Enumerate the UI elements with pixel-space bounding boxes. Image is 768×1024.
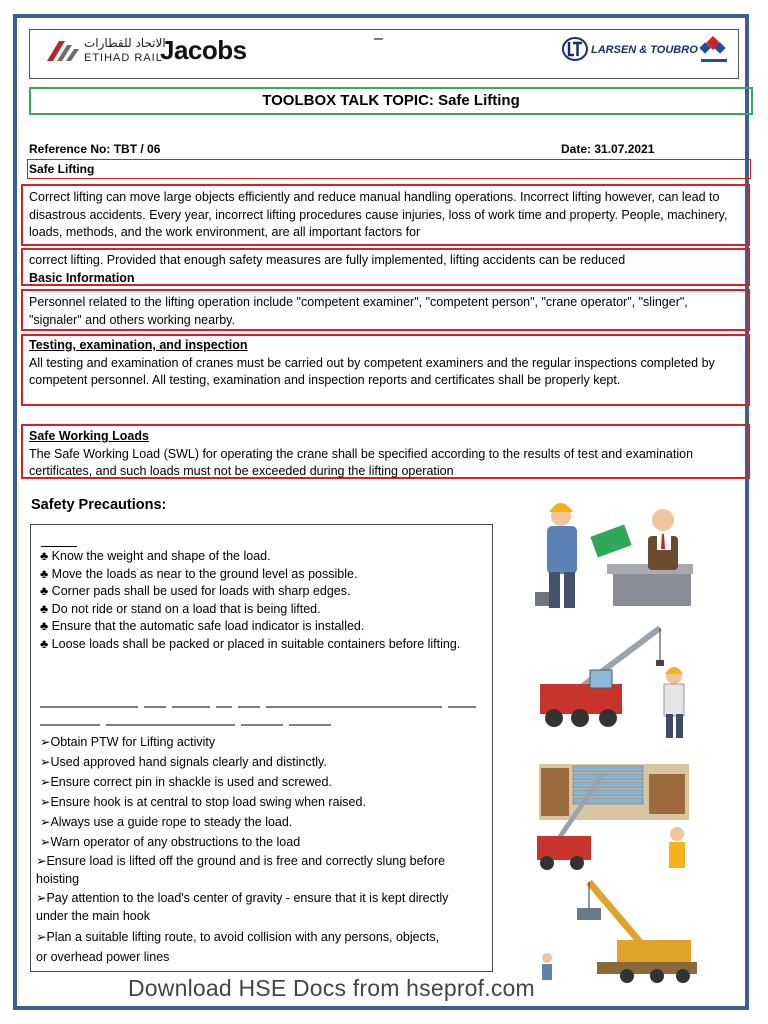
list-item: ➢Ensure load is lifted off the ground and is free and correctly slung before hoisting xyxy=(36,854,446,886)
safe-lifting-heading: Safe Lifting xyxy=(27,159,751,179)
etihad-arabic-name: الاتحاد للقطارات xyxy=(84,36,166,50)
safe-lifting-paragraph-1: Correct lifting can move large objects efficiently and reduce manual handling operations. Incorrect lifting however, can lead to disastrous accidents. Every year, incorrect lifting procedures cause injuries, loss of work time and property. People, machinery, loads, methods, and the work environment, are all important factors for xyxy=(21,184,750,246)
list-item: ♣ Move the loads as near to the ground level as possible. xyxy=(40,566,358,581)
mobile-crane-operator-illustration xyxy=(536,622,696,740)
list-item: ➢Ensure correct pin in shackle is used and screwed. xyxy=(40,775,332,789)
list-item: ➢Ensure hook is at central to stop load swing when raised. xyxy=(40,795,366,809)
lt-company-name: LARSEN & TOUBRO xyxy=(591,44,698,56)
header-dash: – xyxy=(374,30,383,47)
list-item: ➢Warn operator of any obstructions to the load xyxy=(40,835,301,849)
list-item: ➢Always use a guide rope to steady the load. xyxy=(40,815,293,829)
list-item: ♣ Loose loads shall be packed or placed in suitable containers before lifting. xyxy=(40,636,461,651)
swl-heading: Safe Working Loads xyxy=(29,429,149,443)
swl-section xyxy=(21,424,750,479)
list-item: ♣ Ensure that the automatic safe load indicator is installed. xyxy=(40,619,365,633)
swl-paragraph: The Safe Working Load (SWL) for operating the crane shall be specified according to the results of test and examination certificates, and such loads must not be exceeded during the lifting operation xyxy=(29,446,694,479)
list-item: ♣ Do not ride or stand on a load that is being lifted. xyxy=(40,601,321,616)
large-crane-lift-illustration xyxy=(537,878,697,984)
safe-lifting-p2-text: correct lifting. Provided that enough safety measures are fully implemented, lifting accidents can be reduced xyxy=(29,253,626,267)
document-date: Date: 31.07.2021 xyxy=(561,142,655,156)
list-item: ➢Plan a suitable lifting route, to avoid collision with any persons, objects, or overhead power lines xyxy=(36,930,440,964)
safe-lifting-paragraph-2 xyxy=(21,248,750,286)
testing-heading: Testing, examination, and inspection xyxy=(29,338,248,352)
precautions-list-a xyxy=(40,548,488,653)
list-item: ➢Obtain PTW for Lifting activity xyxy=(40,735,216,749)
redacted-underline-rules xyxy=(40,700,485,730)
powerchina-logo-icon xyxy=(698,36,730,66)
list-item: ♣ Know the weight and shape of the load. xyxy=(40,549,271,563)
safety-precautions-title: Safety Precautions: xyxy=(31,497,167,513)
topic-title: TOOLBOX TALK TOPIC: Safe Lifting xyxy=(29,87,753,115)
lt-logo-icon xyxy=(562,36,588,62)
testing-paragraph: All testing and examination of cranes must be carried out by competent examiners and the regular inspections completed by competent personnel. All testing, examination and inspection reports and certificates shall be properly kept. xyxy=(29,355,715,388)
list-item: ♣ Corner pads shall be used for loads with sharp edges. xyxy=(40,584,351,598)
footer-download-link[interactable]: Download HSE Docs from hseprof.com xyxy=(128,975,535,1001)
etihad-rail-logo-icon xyxy=(45,37,81,63)
jacobs-logo-text: Jacobs xyxy=(160,35,247,65)
office-meeting-illustration xyxy=(533,494,693,614)
testing-section xyxy=(21,334,750,406)
basic-information-heading: Basic Information xyxy=(29,270,135,285)
pipe-yard-crane-illustration xyxy=(533,744,695,874)
etihad-english-name: ETIHAD RAIL xyxy=(84,52,163,64)
reference-number: Reference No: TBT / 06 xyxy=(29,142,161,156)
basic-information-paragraph: Personnel related to the lifting operation include "competent examiner", "competent person", "crane operator", "slinger", "signaler" and others working nearby. xyxy=(21,289,750,331)
list-item: ➢Pay attention to the load's center of gravity - ensure that it is kept directly under the main hook xyxy=(36,891,449,923)
list-item: ➢Used approved hand signals clearly and distinctly. xyxy=(40,755,327,769)
precautions-list-b xyxy=(36,733,488,967)
short-rule xyxy=(41,546,77,547)
